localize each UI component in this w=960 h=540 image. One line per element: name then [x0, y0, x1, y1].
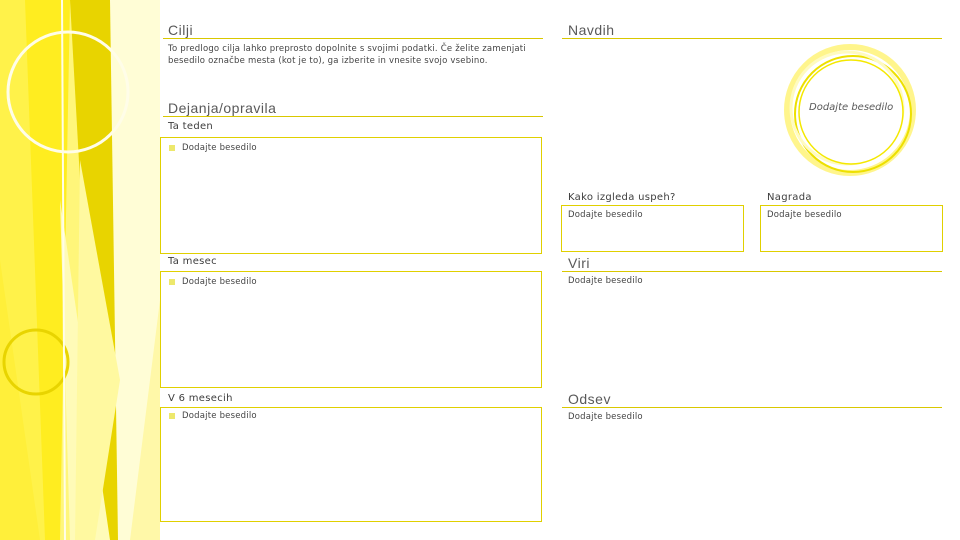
goals-description-line1[interactable]: To predlogo cilja lahko preprosto dopolnite s svojimi podatki. Če želite zamenjati — [168, 44, 526, 54]
goals-description-line2[interactable]: besedilo označbe mesta (kot je to), ga izberite in vnesite svojo vsebino. — [168, 56, 488, 66]
success-box[interactable] — [561, 205, 744, 252]
six-months-item[interactable]: Dodajte besedilo — [182, 411, 257, 421]
inspiration-circle — [775, 40, 925, 190]
inspiration-text[interactable]: Dodajte besedilo — [809, 102, 894, 113]
decorative-side-panel — [0, 0, 160, 540]
success-text[interactable]: Dodajte besedilo — [568, 210, 643, 220]
resources-heading: Viri — [568, 255, 590, 271]
bullet-icon — [169, 413, 175, 419]
bullet-icon — [169, 145, 175, 151]
this-month-box[interactable] — [160, 271, 542, 388]
this-week-item[interactable]: Dodajte besedilo — [182, 143, 257, 153]
resources-divider — [562, 271, 942, 272]
inspiration-divider — [562, 38, 942, 39]
reflection-divider — [562, 407, 942, 408]
reward-label: Nagrada — [767, 192, 812, 203]
actions-heading: Dejanja/opravila — [168, 100, 277, 116]
goals-heading: Cilji — [168, 22, 194, 38]
reflection-text[interactable]: Dodajte besedilo — [568, 412, 643, 422]
success-label: Kako izgleda uspeh? — [568, 192, 676, 203]
six-months-label: V 6 mesecih — [168, 393, 233, 404]
reward-box[interactable] — [760, 205, 943, 252]
actions-divider — [163, 116, 543, 117]
six-months-box[interactable] — [160, 407, 542, 522]
this-month-label: Ta mesec — [168, 256, 217, 267]
this-week-label: Ta teden — [168, 121, 214, 132]
reward-text[interactable]: Dodajte besedilo — [767, 210, 842, 220]
goals-divider — [163, 38, 543, 39]
reflection-heading: Odsev — [568, 391, 611, 407]
inspiration-heading: Navdih — [568, 22, 615, 38]
resources-text[interactable]: Dodajte besedilo — [568, 276, 643, 286]
bullet-icon — [169, 279, 175, 285]
this-week-box[interactable] — [160, 137, 542, 254]
this-month-item[interactable]: Dodajte besedilo — [182, 277, 257, 287]
